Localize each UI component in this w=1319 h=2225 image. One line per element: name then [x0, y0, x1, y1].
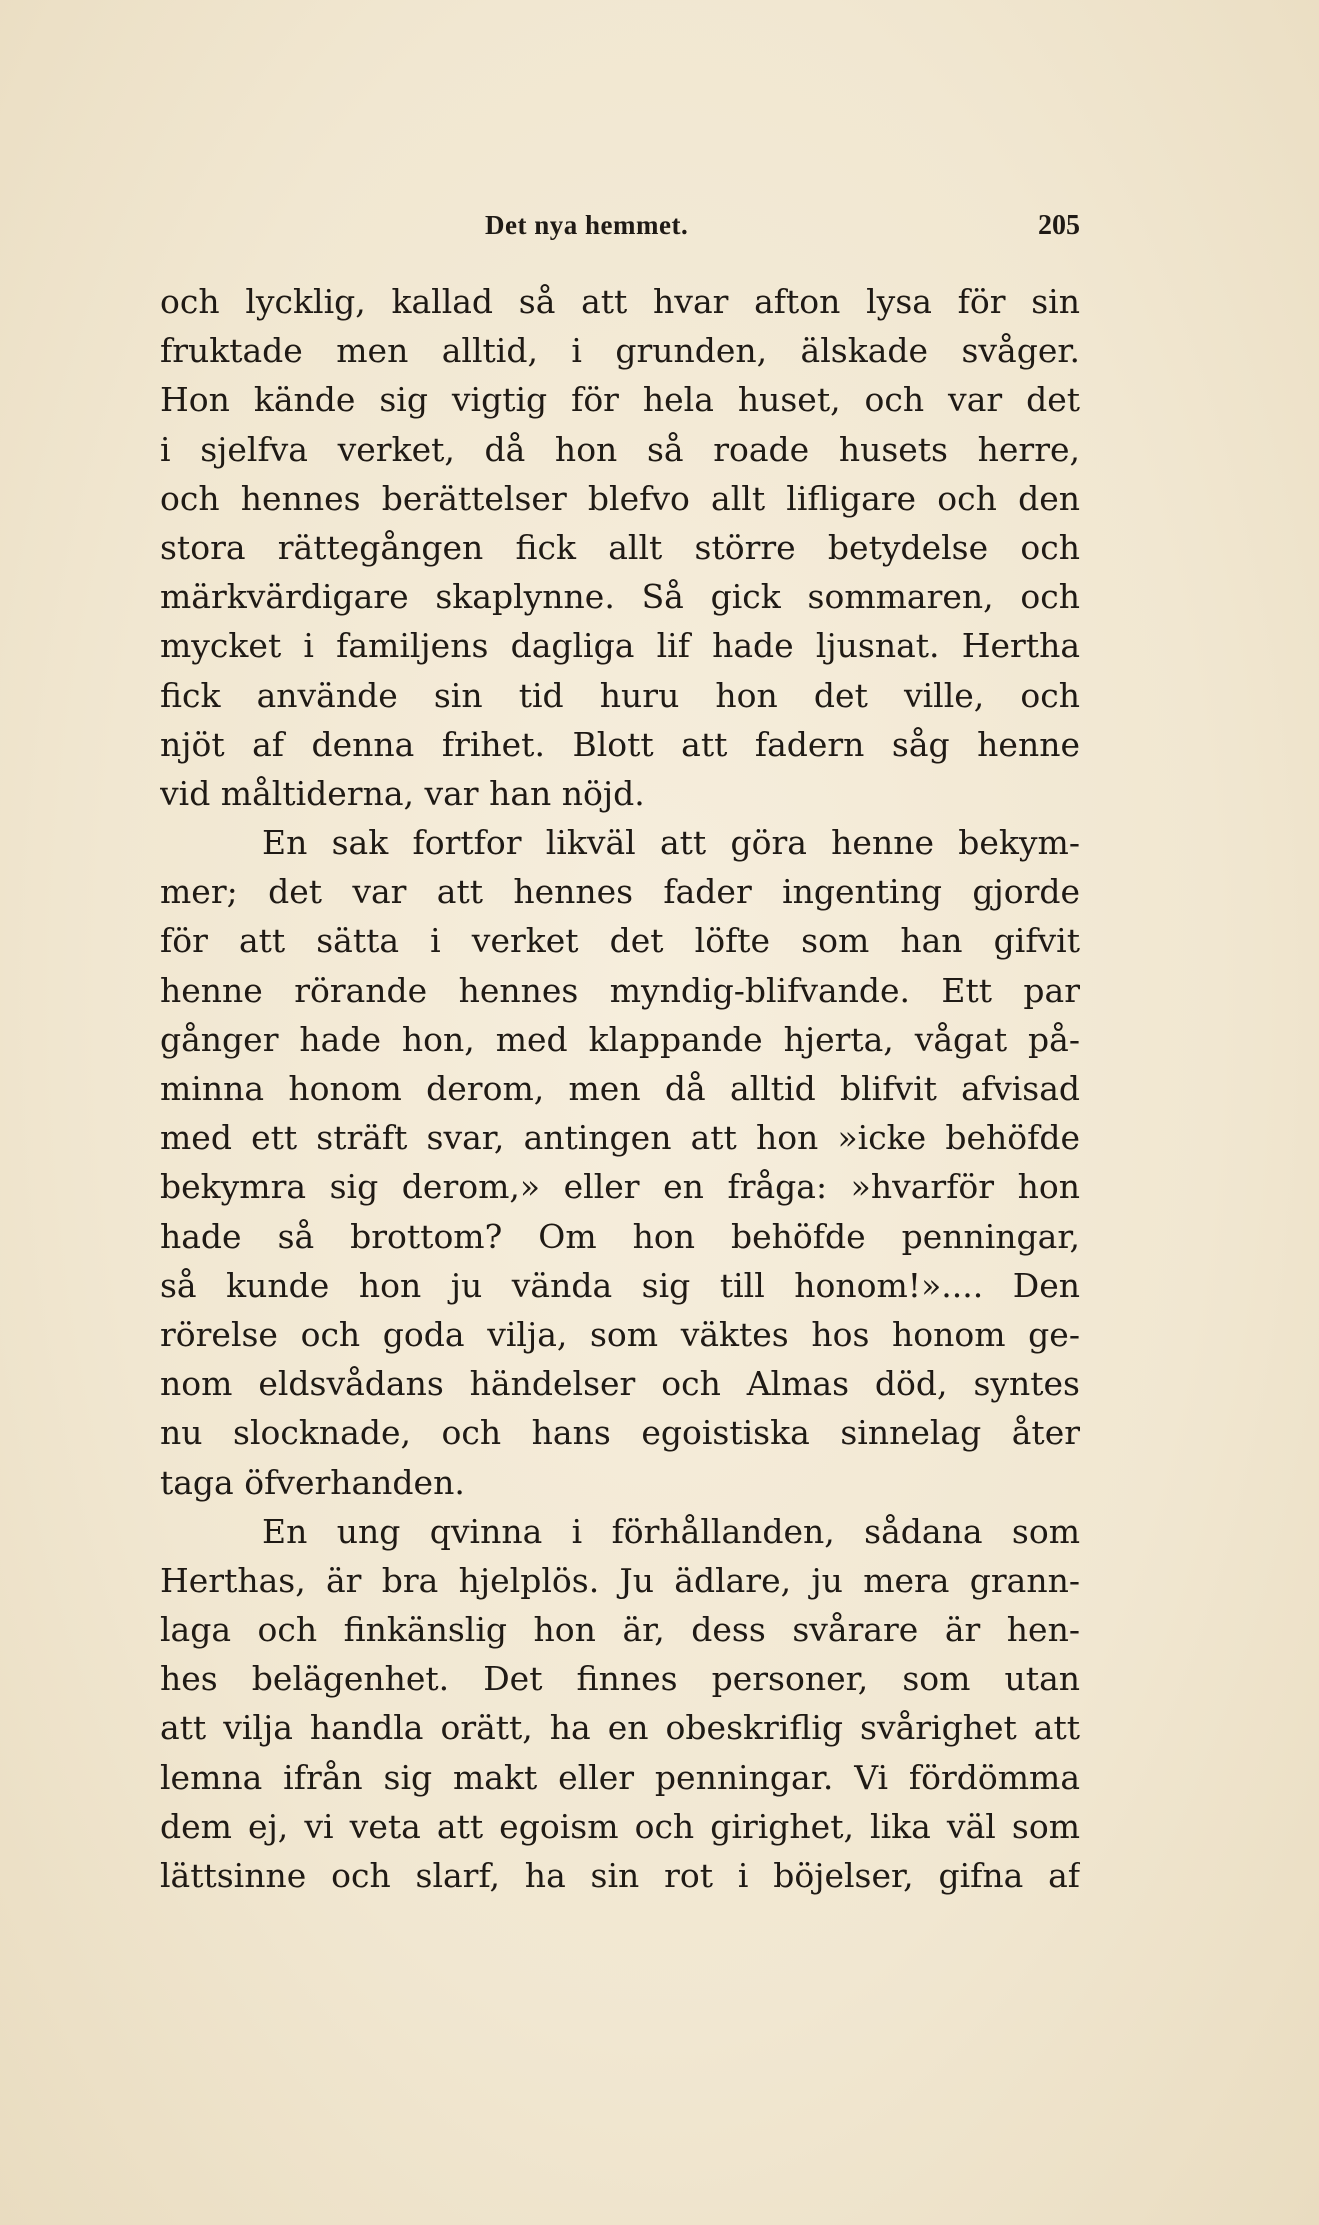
text-line: vid måltiderna, var han nöjd.	[160, 773, 645, 813]
text-line: fruktade men alltid, i grunden, älskade svåger.	[160, 331, 1080, 371]
text-line: rörelse och goda vilja, som väktes hos honom ge-	[160, 1314, 1080, 1354]
page-number: 205	[1038, 210, 1080, 241]
running-head: Det nya hemmet.	[485, 210, 689, 240]
text-line: och hennes berättelser blefvo allt lifligare och den	[160, 478, 1080, 518]
text-line: En ung qvinna i förhållanden, sådana som	[262, 1511, 1080, 1551]
text-line: att vilja handla orätt, ha en obeskriflig svårighet att	[160, 1708, 1080, 1748]
text-line: gånger hade hon, med klappande hjerta, vågat på-	[160, 1019, 1080, 1059]
text-line: Hon kände sig vigtig för hela huset, och var det	[160, 380, 1080, 420]
text-line: laga och finkänslig hon är, dess svårare är hen-	[160, 1610, 1080, 1650]
text-line: lättsinne och slarf, ha sin rot i böjelser, gifna af	[160, 1856, 1080, 1895]
text-line: taga öfverhanden.	[160, 1462, 465, 1502]
text-line: henne rörande hennes myndig-blifvande. Ett par	[160, 970, 1080, 1010]
text-line: lemna ifrån sig makt eller penningar. Vi fördömma	[160, 1757, 1080, 1797]
text-line: hade så brottom? Om hon behöfde penningar,	[160, 1216, 1080, 1256]
text-line: dem ej, vi veta att egoism och girighet, lika väl som	[160, 1806, 1080, 1846]
text-line: bekymra sig derom,» eller en fråga: »hvarför hon	[160, 1167, 1080, 1207]
text-line: med ett sträft svar, antingen att hon »icke behöfde	[160, 1118, 1080, 1158]
text-line: nom eldsvådans händelser och Almas död, syntes	[160, 1364, 1080, 1404]
text-line: för att sätta i verket det löfte som han gifvit	[160, 921, 1080, 961]
text-line: stora rättegången fick allt större betydelse och	[160, 527, 1080, 567]
text-line: i sjelfva verket, då hon så roade husets herre,	[160, 429, 1080, 469]
text-line: mycket i familjens dagliga lif hade ljusnat. Hertha	[160, 626, 1080, 666]
text-line: njöt af denna frihet. Blott att fadern såg henne	[160, 724, 1080, 764]
page-header	[160, 210, 1080, 250]
body-text	[160, 277, 1080, 1900]
text-line: mer; det var att hennes fader ingenting gjorde	[160, 872, 1080, 912]
text-line: minna honom derom, men då alltid blifvit afvisad	[160, 1069, 1080, 1108]
text-line: märkvärdigare skaplynne. Så gick sommaren, och	[160, 577, 1080, 617]
text-line: En sak fortfor likväl att göra henne bekym-	[262, 823, 1080, 863]
text-line: och lycklig, kallad så att hvar afton lysa för sin	[160, 282, 1080, 321]
text-line: Herthas, är bra hjelplös. Ju ädlare, ju mera grann-	[160, 1560, 1080, 1600]
text-line: fick använde sin tid huru hon det ville, och	[160, 675, 1080, 715]
text-line: hes belägenhet. Det finnes personer, som utan	[160, 1659, 1080, 1699]
text-line: så kunde hon ju vända sig till honom!».... Den	[160, 1265, 1080, 1305]
text-line: nu slocknade, och hans egoistiska sinnelag åter	[160, 1413, 1080, 1453]
